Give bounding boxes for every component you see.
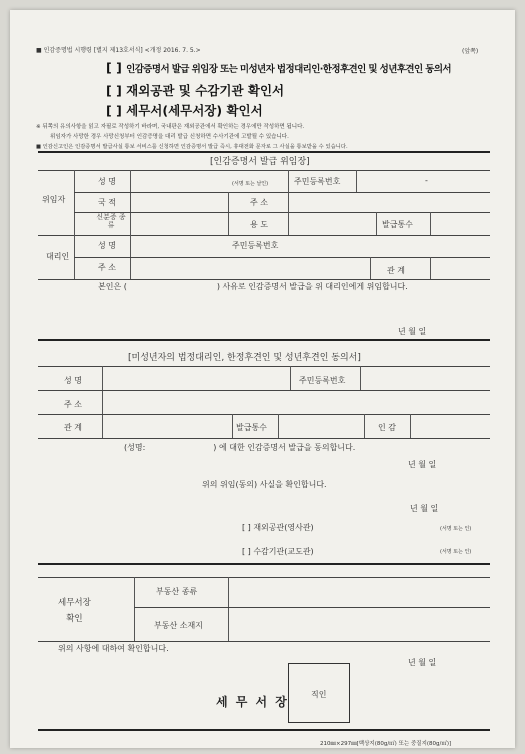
consent-relation-field[interactable] xyxy=(106,416,226,436)
consent-address-label: 주 소 xyxy=(64,400,82,409)
section4-date: 년 월 일 xyxy=(408,658,437,667)
checkbox-embassy[interactable]: [ ] xyxy=(106,83,122,98)
section2-date: 년 월 일 xyxy=(408,460,437,469)
nationality-field[interactable] xyxy=(135,194,225,210)
nationality-label: 국 적 xyxy=(98,198,116,207)
relation-label: 관 계 xyxy=(387,266,405,275)
confirm-text: 위의 위임(동의) 사실을 확인합니다. xyxy=(202,480,327,489)
agent-name-label: 성 명 xyxy=(98,241,116,250)
agent-address-field[interactable] xyxy=(135,259,365,277)
tax-confirm-text: 위의 사항에 대하여 확인합니다. xyxy=(58,644,169,653)
property-type-field[interactable] xyxy=(230,579,486,607)
id-type-field[interactable] xyxy=(135,214,225,232)
prison-sign-hint: (서명 또는 인) xyxy=(440,549,472,555)
section3-date: 년 월 일 xyxy=(410,504,439,513)
checkbox-delegation[interactable]: [ ] xyxy=(106,60,122,75)
form-paper xyxy=(10,10,515,748)
property-location-label: 부동산 소재지 xyxy=(154,621,203,630)
name-label: 성 명 xyxy=(98,177,116,186)
official-seal-label: 직인 xyxy=(311,690,327,699)
section1-title: [인감증명서 발급 위임장] xyxy=(210,157,310,167)
delegation-statement: 본인은 ( ) 사유로 인감증명서 발급을 위 대리인에게 위임합니다. xyxy=(98,282,408,291)
delegator-label: 위임자 xyxy=(42,195,66,204)
agent-name-field[interactable] xyxy=(135,237,225,255)
agent-label: 대리인 xyxy=(46,252,70,261)
consent-copies-field[interactable] xyxy=(280,416,360,436)
paper-spec-footer: 210㎜×297㎜[백상지(80g/㎡) 또는 중질지(80g/㎡)] xyxy=(320,741,452,747)
agent-resident-no-label: 주민등록번호 xyxy=(232,241,279,250)
consent-name-label: 성 명 xyxy=(64,376,82,385)
title-delegation-text: 인감증명서 발급 위임장 또는 미성년자 법정대리인·한정후견인 및 성년후견인 동의서 xyxy=(126,64,452,75)
consent-name-field[interactable] xyxy=(106,368,286,388)
note-3: ■ 인감신고인은 인감증명서 발급사실 통보 서비스를 신청하면 인감증명서 발급 즉시, 휴대전화 문자로 그 사실을 통보받을 수 있습니다. xyxy=(36,144,348,150)
property-type-label: 부동산 종류 xyxy=(156,587,198,596)
delegator-name-field[interactable] xyxy=(135,172,235,192)
consent-resident-no-field[interactable] xyxy=(362,368,486,388)
resident-no-label: 주민등록번호 xyxy=(294,177,341,186)
title-embassy-text: 재외공관 및 수감기관 확인서 xyxy=(126,83,285,98)
tax-office-label: 세무서장 확인 xyxy=(58,598,91,624)
id-type-label: 신분증 종 류 xyxy=(96,213,126,229)
side-note: (앞쪽) xyxy=(462,48,479,55)
address-field[interactable] xyxy=(290,194,485,210)
note-2: 위임자가 사망한 경우 사망신청부터 인감증명을 대리 발급 신청하면 수사기관에 고발될 수 있습니다. xyxy=(50,134,289,140)
title-embassy xyxy=(106,81,284,99)
consent-copies-label: 발급통수 xyxy=(236,423,267,432)
checkbox-tax[interactable]: [ ] xyxy=(106,103,122,118)
consent-seal-field[interactable] xyxy=(412,416,486,436)
copies-field[interactable] xyxy=(432,214,487,232)
purpose-field[interactable] xyxy=(290,214,370,232)
relation-field[interactable] xyxy=(432,259,487,277)
prison-option[interactable]: [ ] 수감기관(교도관) xyxy=(242,547,314,556)
consent-resident-no-label: 주민등록번호 xyxy=(299,376,346,385)
property-location-field[interactable] xyxy=(230,609,486,639)
title-tax-text: 세무서(세무서장) 확인서 xyxy=(126,103,263,118)
resident-no-field[interactable]: - xyxy=(425,176,428,185)
agent-resident-no-field[interactable] xyxy=(300,237,485,255)
section2-title: [미성년자의 법정대리인, 한정후견인 및 성년후견인 동의서] xyxy=(128,353,361,363)
section1-date: 년 월 일 xyxy=(398,327,427,336)
title-delegation xyxy=(106,60,451,75)
copies-label: 발급통수 xyxy=(382,220,413,229)
address-label: 주 소 xyxy=(250,198,268,207)
title-tax xyxy=(106,101,263,119)
consent-address-field[interactable] xyxy=(106,392,486,414)
note-1: ※ 뒤쪽의 유의사항을 읽고 자필로 작성하기 바라며, 국내판은 재외공관에서 확인하는 경우에만 작성하면 됩니다. xyxy=(36,124,305,130)
consent-seal-label: 인 감 xyxy=(378,423,396,432)
embassy-sign-hint: (서명 또는 인) xyxy=(440,526,472,532)
tax-office-signer: 세 무 서 장 xyxy=(216,695,289,709)
sign-hint: (서명 또는 날인) xyxy=(232,181,269,187)
embassy-option[interactable]: [ ] 재외공관(영사관) xyxy=(242,523,314,532)
form-reference: ■ 인감증명법 시행령 [별지 제13호서식] <개정 2016. 7. 5.> xyxy=(36,47,201,54)
consent-relation-label: 관 계 xyxy=(64,423,82,432)
purpose-label: 용 도 xyxy=(250,220,268,229)
consent-statement: (성명: ) 에 대한 인감증명서 발급을 동의합니다. xyxy=(124,443,356,452)
agent-address-label: 주 소 xyxy=(98,263,116,272)
